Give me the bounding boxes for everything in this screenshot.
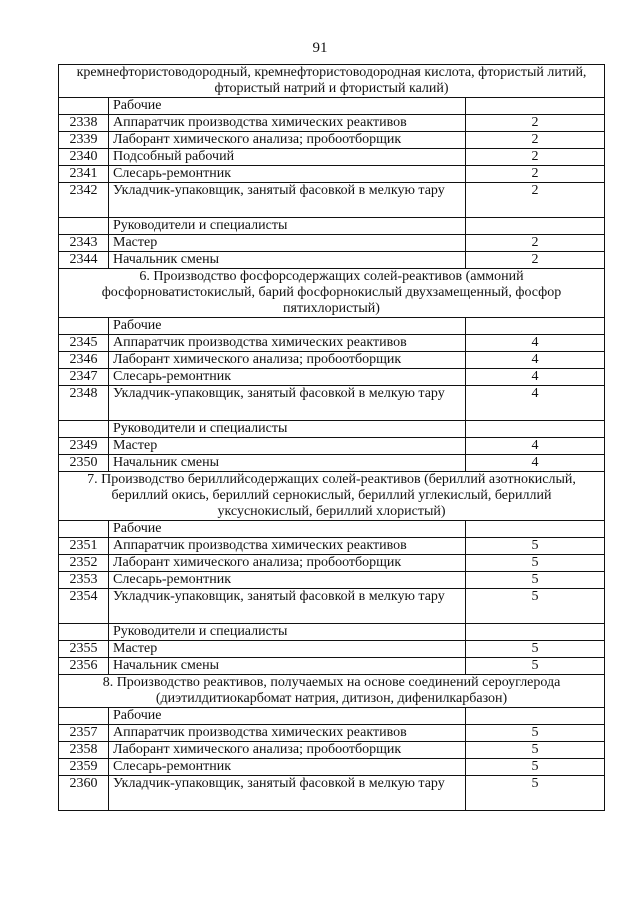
row-number: 2348 [59, 386, 109, 421]
profession-name: Мастер [109, 641, 466, 658]
profession-name: Аппаратчик производства химических реактивов [109, 538, 466, 555]
page-number: 91 [312, 40, 328, 56]
table-row [59, 759, 605, 776]
table-row [59, 352, 605, 369]
number-cell [59, 421, 109, 438]
value-cell [466, 318, 605, 335]
profession-name: Аппаратчик производства химических реактивов [109, 725, 466, 742]
row-value: 5 [466, 725, 605, 742]
row-number: 2352 [59, 555, 109, 572]
group-row [59, 521, 605, 538]
row-value: 5 [466, 589, 605, 624]
table-row [59, 252, 605, 269]
row-number: 2358 [59, 742, 109, 759]
row-number: 2360 [59, 776, 109, 811]
group-row [59, 708, 605, 725]
profession-name: Лаборант химического анализа; пробоотборщик [109, 555, 466, 572]
profession-table [58, 64, 605, 811]
row-number: 2341 [59, 166, 109, 183]
row-value: 5 [466, 742, 605, 759]
row-value: 5 [466, 555, 605, 572]
value-cell [466, 218, 605, 235]
group-label: Рабочие [109, 521, 466, 538]
row-value: 4 [466, 438, 605, 455]
table-row [59, 369, 605, 386]
profession-name: Лаборант химического анализа; пробоотборщик [109, 352, 466, 369]
table-row [59, 335, 605, 352]
group-label: Рабочие [109, 318, 466, 335]
value-cell [466, 624, 605, 641]
table-row [59, 641, 605, 658]
profession-name: Аппаратчик производства химических реактивов [109, 335, 466, 352]
row-value: 5 [466, 759, 605, 776]
number-cell [59, 624, 109, 641]
section-heading-row [59, 675, 605, 708]
row-value: 2 [466, 115, 605, 132]
table-row [59, 455, 605, 472]
row-value: 4 [466, 455, 605, 472]
row-value: 4 [466, 369, 605, 386]
table-row [59, 166, 605, 183]
row-value: 2 [466, 132, 605, 149]
row-value: 2 [466, 183, 605, 218]
table-row [59, 658, 605, 675]
value-cell [466, 521, 605, 538]
section-heading: кремнефтористоводородный, кремнефтористоводородная кислота, фтористый литий, фтористый натрий и фтористый калий) [59, 65, 605, 98]
group-label: Руководители и специалисты [109, 218, 466, 235]
profession-name: Начальник смены [109, 252, 466, 269]
row-number: 2357 [59, 725, 109, 742]
value-cell [466, 421, 605, 438]
profession-name: Укладчик-упаковщик, занятый фасовкой в мелкую тару [109, 776, 466, 811]
table-row [59, 725, 605, 742]
row-number: 2354 [59, 589, 109, 624]
group-row [59, 98, 605, 115]
row-value: 2 [466, 166, 605, 183]
profession-name: Слесарь-ремонтник [109, 572, 466, 589]
row-number: 2346 [59, 352, 109, 369]
value-cell [466, 98, 605, 115]
table-row [59, 538, 605, 555]
row-number: 2350 [59, 455, 109, 472]
row-number: 2356 [59, 658, 109, 675]
profession-name: Мастер [109, 235, 466, 252]
row-value: 4 [466, 386, 605, 421]
section-heading-row [59, 269, 605, 318]
profession-name: Укладчик-упаковщик, занятый фасовкой в мелкую тару [109, 589, 466, 624]
row-number: 2338 [59, 115, 109, 132]
profession-name: Укладчик-упаковщик, занятый фасовкой в мелкую тару [109, 386, 466, 421]
profession-name: Лаборант химического анализа; пробоотборщик [109, 742, 466, 759]
profession-name: Лаборант химического анализа; пробоотборщик [109, 132, 466, 149]
table-row [59, 149, 605, 166]
group-label: Рабочие [109, 98, 466, 115]
group-row [59, 318, 605, 335]
row-number: 2342 [59, 183, 109, 218]
value-cell [466, 708, 605, 725]
section-heading-row [59, 472, 605, 521]
row-number: 2339 [59, 132, 109, 149]
row-number: 2349 [59, 438, 109, 455]
profession-name: Подсобный рабочий [109, 149, 466, 166]
section-heading-row [59, 65, 605, 98]
profession-name: Слесарь-ремонтник [109, 166, 466, 183]
row-value: 5 [466, 658, 605, 675]
row-value: 4 [466, 335, 605, 352]
profession-name: Слесарь-ремонтник [109, 759, 466, 776]
number-cell [59, 521, 109, 538]
section-heading: 6. Производство фосфорсодержащих солей-реактивов (аммоний фосфорноватистокислый, барий фосфорнокислый двухзамещенный, фосфор пятихлористый) [59, 269, 605, 318]
table-body [59, 65, 605, 811]
table-row [59, 776, 605, 811]
row-number: 2343 [59, 235, 109, 252]
table-row [59, 115, 605, 132]
profession-name: Начальник смены [109, 658, 466, 675]
row-number: 2351 [59, 538, 109, 555]
section-heading: 7. Производство бериллийсодержащих солей-реактивов (бериллий азотнокислый, бериллий окись, бериллий сернокислый, бериллий углекислый, бериллий уксуснокислый, бериллий хлористый) [59, 472, 605, 521]
table-row [59, 235, 605, 252]
row-number: 2340 [59, 149, 109, 166]
profession-name: Мастер [109, 438, 466, 455]
group-label: Руководители и специалисты [109, 624, 466, 641]
row-value: 5 [466, 641, 605, 658]
profession-name: Укладчик-упаковщик, занятый фасовкой в мелкую тару [109, 183, 466, 218]
group-row [59, 218, 605, 235]
row-value: 2 [466, 149, 605, 166]
row-value: 5 [466, 776, 605, 811]
table-row [59, 183, 605, 218]
row-number: 2347 [59, 369, 109, 386]
row-value: 5 [466, 572, 605, 589]
table-row [59, 572, 605, 589]
profession-name: Слесарь-ремонтник [109, 369, 466, 386]
group-row [59, 624, 605, 641]
row-number: 2345 [59, 335, 109, 352]
table-row [59, 742, 605, 759]
group-label: Руководители и специалисты [109, 421, 466, 438]
group-row [59, 421, 605, 438]
number-cell [59, 708, 109, 725]
row-value: 4 [466, 352, 605, 369]
row-number: 2344 [59, 252, 109, 269]
table-row [59, 589, 605, 624]
table-row [59, 438, 605, 455]
row-number: 2359 [59, 759, 109, 776]
table-row [59, 132, 605, 149]
number-cell [59, 98, 109, 115]
number-cell [59, 318, 109, 335]
group-label: Рабочие [109, 708, 466, 725]
row-value: 5 [466, 538, 605, 555]
profession-name: Начальник смены [109, 455, 466, 472]
table-row [59, 555, 605, 572]
section-heading: 8. Производство реактивов, получаемых на основе соединений сероуглерода (диэтилдитиокарбомат натрия, дитизон, дифенилкарбазон) [59, 675, 605, 708]
row-number: 2355 [59, 641, 109, 658]
number-cell [59, 218, 109, 235]
row-value: 2 [466, 252, 605, 269]
table-row [59, 386, 605, 421]
profession-name: Аппаратчик производства химических реактивов [109, 115, 466, 132]
row-value: 2 [466, 235, 605, 252]
row-number: 2353 [59, 572, 109, 589]
